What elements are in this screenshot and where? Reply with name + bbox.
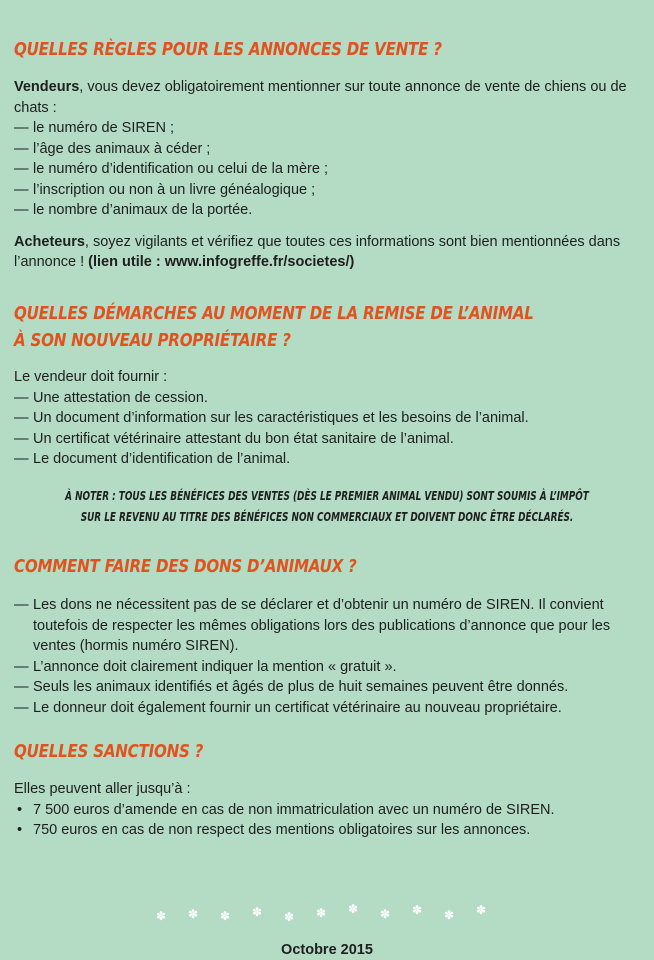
note-line: SUR LE REVENU AU TITRE DES BÉNÉFICES NON COMMERCIAUX ET DOIVENT DONC ÊTRE DÉCLARÉS. (80, 510, 574, 524)
section-title-handover (14, 300, 633, 354)
paw-print-icon: ✽ (412, 903, 423, 917)
paw-print-icon: ✽ (188, 907, 199, 921)
list-item: — le numéro d’identification ou celui de la mère ; (14, 159, 640, 180)
section-rules-body (14, 77, 640, 273)
handover-list (14, 388, 640, 470)
paw-print-icon: ✽ (476, 903, 487, 917)
list-item: — l’inscription ou non à un livre généalogique ; (14, 180, 640, 201)
list-item: — L’annonce doit clairement indiquer la mention « gratuit ». (14, 657, 640, 678)
donations-list (14, 595, 640, 718)
sanctions-list (14, 800, 640, 841)
list-item: — Une attestation de cession. (14, 388, 640, 409)
paw-print-icon: ✽ (380, 907, 391, 921)
list-item: — le nombre d’animaux de la portée. (14, 200, 640, 221)
paw-prints-decoration (156, 902, 496, 926)
section-handover-body (14, 367, 640, 470)
paw-print-icon: ✽ (316, 906, 327, 920)
paw-print-icon: ✽ (220, 909, 231, 923)
section-title-line: À SON NOUVEAU PROPRIÉTAIRE ? (14, 330, 291, 351)
list-item: — l’âge des animaux à céder ; (14, 139, 640, 160)
paw-print-icon: ✽ (284, 910, 295, 924)
paw-print-icon: ✽ (156, 909, 167, 923)
footer-date: Octobre 2015 (281, 942, 373, 958)
list-item: — Les dons ne nécessitent pas de se déclarer et d’obtenir un numéro de SIREN. Il convient toutefois de respecter les mêmes obligations lors des publications d’annonce que pour les ventes (hormis numéro SIREN). (14, 595, 640, 657)
section-title-donations: COMMENT FAIRE DES DONS D’ANIMAUX ? (14, 556, 357, 577)
list-item: — Un certificat vétérinaire attestant du bon état sanitaire de l’animal. (14, 429, 640, 450)
acheteurs-paragraph (14, 232, 640, 273)
section-title-rules: QUELLES RÈGLES POUR LES ANNONCES DE VENTE ? (14, 39, 442, 60)
acheteurs-text: , soyez vigilants et vérifiez que toutes ces informations sont bien mentionnées dans l’annonce ! (14, 233, 621, 270)
section-sanctions-body (14, 779, 640, 841)
list-item: — Seuls les animaux identifiés et âgés de plus de huit semaines peuvent être donnés. (14, 677, 640, 698)
sanctions-intro: Elles peuvent aller jusqu’à : (14, 781, 191, 797)
list-item: • 750 euros en cas de non respect des mentions obligatoires sur les annonces. (14, 820, 640, 841)
note-line: À NOTER : TOUS LES BÉNÉFICES DES VENTES (DÈS LE PREMIER ANIMAL VENDU) SONT SOUMIS À L’IMPÔT (65, 489, 589, 503)
paw-print-icon: ✽ (348, 902, 359, 916)
list-item: — Le document d’identification de l’animal. (14, 449, 640, 470)
useful-link[interactable]: (lien utile : www.infogreffe.fr/societes/) (88, 254, 355, 270)
paw-print-icon: ✽ (444, 908, 455, 922)
vendeurs-label: Vendeurs (14, 79, 80, 95)
handover-intro: Le vendeur doit fournir : (14, 369, 168, 385)
list-item: — Un document d’information sur les caractéristiques et les besoins de l’animal. (14, 408, 640, 429)
section-title-line: QUELLES DÉMARCHES AU MOMENT DE LA REMISE DE L’ANIMAL (14, 303, 534, 324)
section-donations-body (14, 595, 640, 718)
vendeurs-text: , vous devez obligatoirement mentionner sur toute annonce de vente de chiens ou de chats : (14, 79, 627, 116)
acheteurs-label: Acheteurs (14, 233, 85, 250)
paw-print-icon: ✽ (252, 905, 263, 919)
section-title-sanctions: QUELLES SANCTIONS ? (14, 741, 204, 762)
list-item: • 7 500 euros d’amende en cas de non immatriculation avec un numéro de SIREN. (14, 800, 640, 821)
tax-note (14, 486, 640, 528)
list-item: — Le donneur doit également fournir un certificat vétérinaire au nouveau propriétaire. (14, 698, 640, 719)
rules-list (14, 118, 640, 221)
vendeurs-paragraph (14, 77, 640, 118)
list-item: — le numéro de SIREN ; (14, 118, 640, 139)
